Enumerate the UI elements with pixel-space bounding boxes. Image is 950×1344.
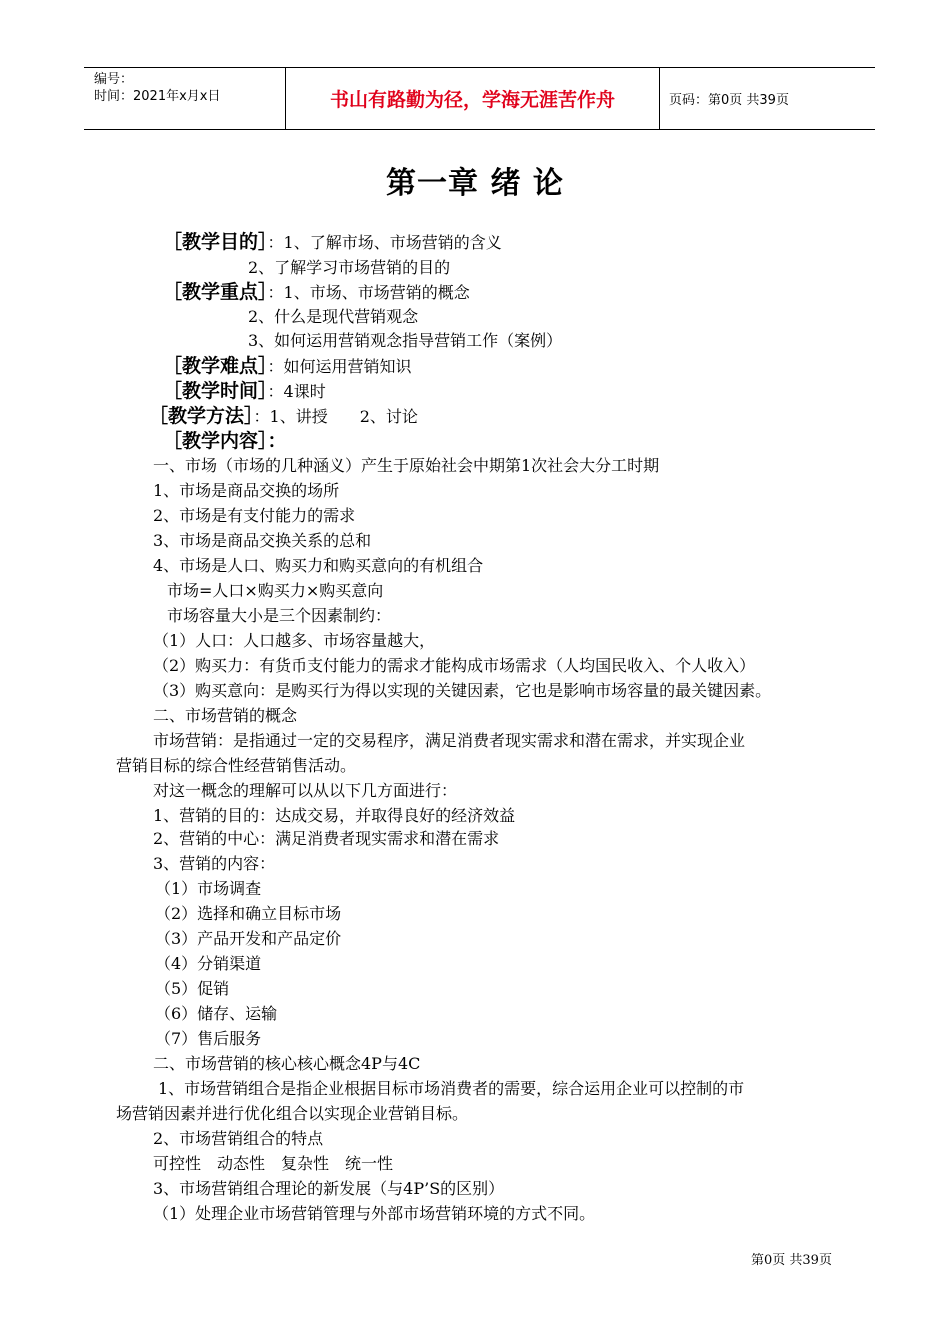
body-line: 可控性 动态性 复杂性 统一性 (153, 1154, 394, 1173)
body-line: 市场=人口×购买力×购买意向 (167, 581, 384, 600)
purpose-text-1: ：1、了解市场、市场营销的含义 (267, 233, 502, 252)
body-line: 对这一概念的理解可以从以下几方面进行： (153, 781, 458, 800)
difficulty-line (163, 356, 412, 377)
body-line: 一、市场（市场的几种涵义）产生于原始社会中期第1次社会大分工时期 (153, 456, 660, 475)
body-line: 3、市场是商品交换关系的总和 (153, 531, 372, 550)
body-line: 市场容量大小是三个因素制约： (167, 606, 392, 625)
time-text: ：4课时 (267, 382, 326, 401)
method-text: ：1、讲授 2、讨论 (253, 407, 418, 426)
body-line: 二、市场营销的核心核心概念4P与4C (153, 1054, 421, 1073)
body-line: （1）人口：人口越多、市场容量越大， (153, 631, 436, 650)
header-page-label: 页码：第0页 共39页 (669, 93, 789, 108)
body-line: 二、市场营销的概念 (153, 706, 298, 725)
focus-text-3: 3、如何运用营销观念指导营销工作（案例） (248, 331, 563, 350)
focus-line (163, 282, 470, 303)
body-line: 营销目标的综合性经营销售活动。 (116, 756, 357, 775)
difficulty-text: ：如何运用营销知识 (267, 357, 412, 376)
time-label-bracket: ［教学时间］ (163, 380, 268, 402)
content-label: ［教学内容］： (163, 430, 287, 452)
body-line: （3）购买意向：是购买行为得以实现的关键因素，它也是影响市场容量的最关键因素。 (153, 681, 772, 700)
purpose-text-2: 2、了解学习市场营销的目的 (248, 258, 451, 277)
body-line: 1、市场营销组合是指企业根据目标市场消费者的需要，综合运用企业可以控制的市 (158, 1079, 745, 1098)
body-line: （2）选择和确立目标市场 (155, 904, 342, 923)
body-line: 3、市场营销组合理论的新发展（与4P’S的区别） (153, 1179, 505, 1198)
header-motto: 书山有路勤为径，学海无涯苦作舟 (285, 68, 660, 129)
body-line: （1）市场调查 (155, 879, 262, 898)
body-line: 2、市场是有支付能力的需求 (153, 506, 356, 525)
body-line: 场营销因素并进行优化组合以实现企业营销目标。 (116, 1104, 469, 1123)
body-line: 3、营销的内容： (153, 854, 276, 873)
header-meta-cell (84, 68, 284, 129)
chapter-title: 第一章 绪 论 (386, 166, 564, 201)
method-label: ［教学方法］ (149, 405, 254, 427)
time-line (163, 381, 326, 402)
body-line: （5）促销 (155, 979, 230, 998)
focus-text-2: 2、什么是现代营销观念 (248, 307, 419, 326)
body-line: （4）分销渠道 (155, 954, 262, 973)
body-line: 市场营销：是指通过一定的交易程序，满足消费者现实需求和潜在需求，并实现企业 (153, 731, 746, 750)
body-line: 1、营销的目的：达成交易，并取得良好的经济效益 (153, 806, 516, 825)
time-label: 时间：2021年x月x日 (94, 89, 221, 104)
number-label: 编号： (94, 72, 134, 87)
focus-text-1: ：1、市场、市场营销的概念 (267, 283, 470, 302)
body-line: （6）储存、运输 (155, 1004, 278, 1023)
header-table (84, 67, 875, 130)
focus-label: ［教学重点］ (163, 281, 268, 303)
body-line: 1、市场是商品交换的场所 (153, 481, 340, 500)
purpose-label: ［教学目的］ (163, 231, 268, 253)
body-line: （7）售后服务 (155, 1029, 262, 1048)
body-line: 2、市场营销组合的特点 (153, 1129, 324, 1148)
body-line: （2）购买力：有货币支付能力的需求才能构成市场需求（人均国民收入、个人收入） (153, 656, 756, 675)
purpose-line (163, 232, 502, 253)
method-line (149, 406, 418, 427)
difficulty-label: ［教学难点］ (163, 355, 268, 377)
body-line: 4、市场是人口、购买力和购买意向的有机组合 (153, 556, 484, 575)
body-line: 2、营销的中心：满足消费者现实需求和潜在需求 (153, 829, 500, 848)
body-line: （1）处理企业市场营销管理与外部市场营销环境的方式不同。 (153, 1204, 596, 1223)
content-line (163, 431, 287, 452)
page-footer: 第0页 共39页 (751, 1253, 832, 1268)
body-line: （3）产品开发和产品定价 (155, 929, 342, 948)
